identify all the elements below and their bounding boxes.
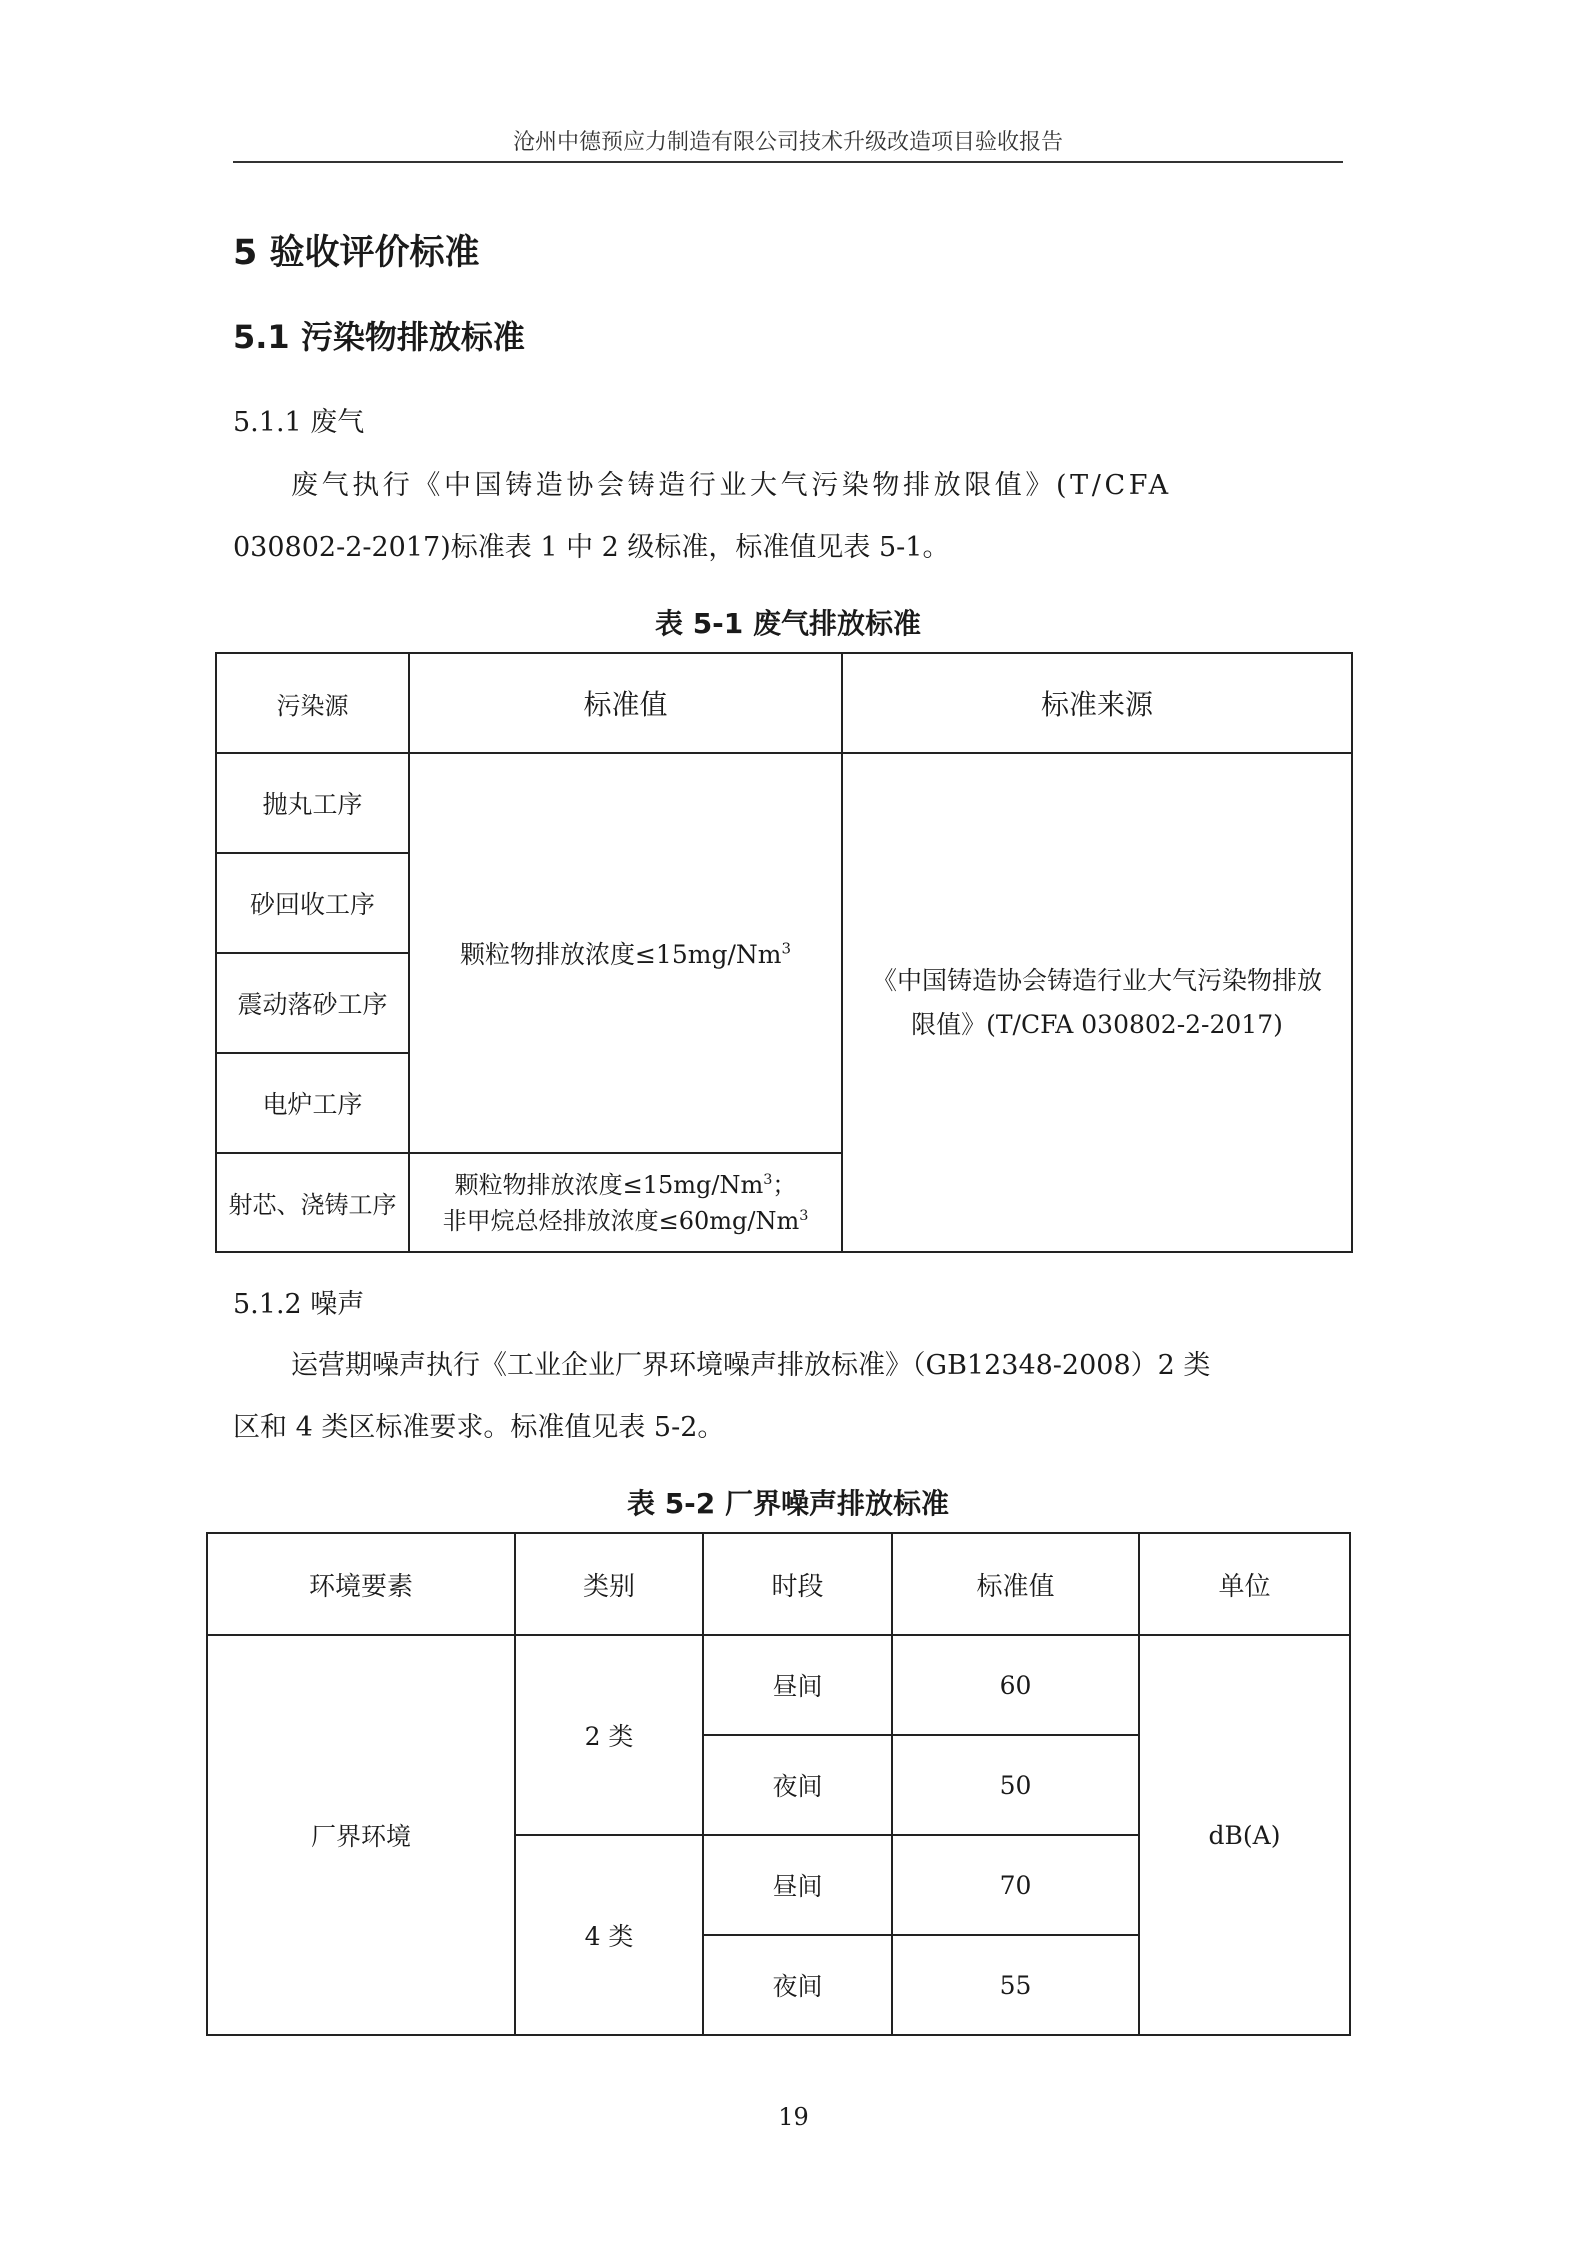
header-cell: 环境要素 <box>207 1533 515 1635</box>
paragraph-line: 运营期噪声执行《工业企业厂界环境噪声排放标准》（GB12348-2008）2 类 <box>291 1350 1211 1381</box>
page-number: 19 <box>778 2103 809 2131</box>
superscript: 3 <box>781 939 792 958</box>
source-cell: 砂回收工序 <box>216 853 409 953</box>
table-5-1-caption: 表 5-1 废气排放标准 <box>654 607 922 640</box>
value-text: 颗粒物排放浓度≤15mg/Nm <box>459 940 782 969</box>
superscript: 3 <box>763 1171 773 1188</box>
value-text: 颗粒物排放浓度≤15mg/Nm <box>454 1170 764 1199</box>
element-cell: 厂界环境 <box>207 1635 515 2035</box>
exhaust-gas-heading: 5.1.1 废气 <box>233 407 365 438</box>
period-cell: 夜间 <box>703 1735 892 1835</box>
value-cell: 55 <box>892 1935 1139 2035</box>
noise-standard-table <box>206 1532 1351 2036</box>
table-header-row <box>216 653 1352 753</box>
value-text: 非甲烷总烃排放浓度≤60mg/Nm <box>442 1206 800 1235</box>
running-header: 沧州中德预应力制造有限公司技术升级改造项目验收报告 <box>512 130 1063 155</box>
period-cell: 昼间 <box>703 1835 892 1935</box>
header-cell: 污染源 <box>216 653 409 753</box>
header-rule <box>233 161 1343 163</box>
table-row <box>216 753 1352 853</box>
value-cell <box>409 753 842 1153</box>
value-cell <box>409 1153 842 1252</box>
section-heading: 5 验收评价标准 <box>233 233 480 273</box>
value-line <box>414 1203 837 1239</box>
value-cell: 70 <box>892 1835 1139 1935</box>
paragraph-line: 030802-2-2017)标准表 1 中 2 级标准，标准值见表 5-1。 <box>233 532 950 563</box>
header-cell: 标准来源 <box>842 653 1352 753</box>
value-cell: 50 <box>892 1735 1139 1835</box>
header-cell: 时段 <box>703 1533 892 1635</box>
period-cell: 夜间 <box>703 1935 892 2035</box>
header-cell: 标准值 <box>409 653 842 753</box>
source-cell: 震动落砂工序 <box>216 953 409 1053</box>
noise-heading: 5.1.2 噪声 <box>233 1289 365 1320</box>
header-cell: 类别 <box>515 1533 703 1635</box>
exhaust-gas-paragraph <box>233 455 1345 579</box>
paragraph-line: 废气执行《中国铸造协会铸造行业大气污染物排放限值》(T/CFA <box>291 470 1172 501</box>
value-cell: 60 <box>892 1635 1139 1735</box>
source-cell: 射芯、浇铸工序 <box>216 1153 409 1252</box>
table-row <box>207 1635 1350 1735</box>
period-cell: 昼间 <box>703 1635 892 1735</box>
header-cell: 标准值 <box>892 1533 1139 1635</box>
source-cell: 电炉工序 <box>216 1053 409 1153</box>
value-tail: ； <box>772 1170 797 1199</box>
standard-source-cell: 《中国铸造协会铸造行业大气污染物排放限值》(T/CFA 030802-2-2017) <box>842 753 1352 1252</box>
table-header-row <box>207 1533 1350 1635</box>
superscript: 3 <box>799 1207 809 1224</box>
subsection-heading: 5.1 污染物排放标准 <box>233 318 525 356</box>
value-line <box>414 1167 837 1203</box>
table-5-2-caption: 表 5-2 厂界噪声排放标准 <box>626 1487 950 1520</box>
unit-cell: dB(A) <box>1139 1635 1350 2035</box>
class-cell: 2 类 <box>515 1635 703 1835</box>
exhaust-gas-standard-table <box>215 652 1353 1253</box>
noise-paragraph <box>233 1335 1345 1459</box>
paragraph-line: 区和 4 类区标准要求。标准值见表 5-2。 <box>233 1412 725 1443</box>
source-cell: 抛丸工序 <box>216 753 409 853</box>
header-cell: 单位 <box>1139 1533 1350 1635</box>
class-cell: 4 类 <box>515 1835 703 2035</box>
